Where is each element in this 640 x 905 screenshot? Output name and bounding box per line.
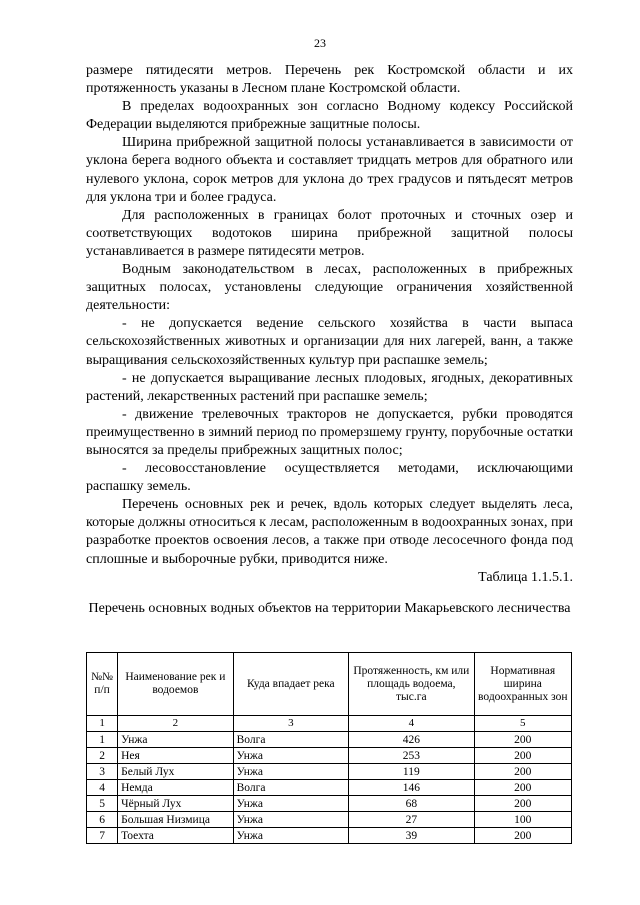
table-row <box>87 828 572 844</box>
bullet-item: - движение трелевочных тракторов не допускается, рубки проводятся преимущественно в зимний период по промерзшему грунту, порубочные остатки выносятся за пределы прибрежных защитных полос; <box>86 406 573 458</box>
cell-name: Нея <box>118 748 233 764</box>
table-title: Перечень основных водных объектов на территории Макарьевского лесничества <box>88 601 571 616</box>
header-name: Наименование рек и водоемов <box>118 653 233 716</box>
cell-flows-into: Волга <box>233 780 348 796</box>
column-number: 2 <box>118 716 233 732</box>
cell-number: 5 <box>87 796 118 812</box>
cell-length: 68 <box>349 796 475 812</box>
page-number: 23 <box>314 36 326 50</box>
table-row <box>87 796 572 812</box>
cell-zone-width: 100 <box>474 812 571 828</box>
cell-flows-into: Волга <box>233 732 348 748</box>
table-row <box>87 780 572 796</box>
paragraph: Перечень основных рек и речек, вдоль которых следует выделять леса, которые должны относиться к лесам, расположенным в водоохранных зонах, при разработке проектов освоения лесов, а также при отводе лесосечного фонда под сплошные и выборочные рубки, приводится ниже. <box>86 497 573 567</box>
table-caption: Таблица 1.1.5.1. <box>478 569 573 585</box>
cell-flows-into: Унжа <box>233 748 348 764</box>
cell-zone-width: 200 <box>474 748 571 764</box>
cell-length: 426 <box>349 732 475 748</box>
body-text <box>86 62 573 587</box>
table-header-row <box>87 653 572 716</box>
header-number: №№ п/п <box>87 653 118 716</box>
column-number-row <box>87 716 572 732</box>
cell-flows-into: Унжа <box>233 828 348 844</box>
paragraph: Ширина прибрежной защитной полосы устанавливается в зависимости от уклона берега водного объекта и составляет тридцать метров для обратного или нулевого уклона, сорок метров для уклона до трех градусов и пятьдесят метров для уклона три и более градуса. <box>86 135 573 205</box>
cell-name: Белый Лух <box>118 764 233 780</box>
cell-zone-width: 200 <box>474 732 571 748</box>
cell-number: 1 <box>87 732 118 748</box>
table-row <box>87 748 572 764</box>
cell-length: 119 <box>349 764 475 780</box>
cell-flows-into: Унжа <box>233 812 348 828</box>
column-number: 5 <box>474 716 571 732</box>
cell-name: Чёрный Лух <box>118 796 233 812</box>
bullet-item: - лесовосстановление осуществляется методами, исключающими распашку земель. <box>86 461 573 495</box>
bullet-item: - не допускается ведение сельского хозяйства в части выпаса сельскохозяйственных животных и организации для них лагерей, ванн, а также выращивания сельскохозяйственных культур при распашке земель; <box>86 316 573 368</box>
table-row <box>87 812 572 828</box>
cell-zone-width: 200 <box>474 764 571 780</box>
cell-zone-width: 200 <box>474 780 571 796</box>
cell-number: 4 <box>87 780 118 796</box>
column-number: 4 <box>349 716 475 732</box>
paragraph: размере пятидесяти метров. Перечень рек Костромской области и их протяженность указаны в Лесном плане Костромской области. <box>86 63 573 97</box>
cell-zone-width: 200 <box>474 828 571 844</box>
header-zone-width: Нормативная ширина водоохранных зон <box>474 653 571 716</box>
water-bodies-table <box>86 652 572 844</box>
paragraph: Для расположенных в границах болот проточных и сточных озер и соответствующих водотоков ширина прибрежной защитной полосы устанавливается в размере пятидесяти метров. <box>86 207 573 259</box>
cell-zone-width: 200 <box>474 796 571 812</box>
cell-name: Унжа <box>118 732 233 748</box>
cell-length: 39 <box>349 828 475 844</box>
cell-number: 6 <box>87 812 118 828</box>
cell-number: 2 <box>87 748 118 764</box>
cell-length: 27 <box>349 812 475 828</box>
cell-flows-into: Унжа <box>233 796 348 812</box>
cell-number: 7 <box>87 828 118 844</box>
header-flows-into: Куда впадает река <box>233 653 348 716</box>
column-number: 3 <box>233 716 348 732</box>
paragraph: Водным законодательством в лесах, расположенных в прибрежных защитных полосах, установлены следующие ограничения хозяйственной деятельности: <box>86 262 573 314</box>
cell-length: 253 <box>349 748 475 764</box>
table-row <box>87 764 572 780</box>
paragraph: В пределах водоохранных зон согласно Водному кодексу Российской Федерации выделяются прибрежные защитные полосы. <box>86 99 573 133</box>
cell-flows-into: Унжа <box>233 764 348 780</box>
cell-number: 3 <box>87 764 118 780</box>
bullet-item: - не допускается выращивание лесных плодовых, ягодных, декоративных растений, лекарственных растений при распашке земель; <box>86 370 573 404</box>
cell-name: Тоехта <box>118 828 233 844</box>
table-row <box>87 732 572 748</box>
header-length: Протяженность, км или площадь водоема, тыс.га <box>349 653 475 716</box>
cell-name: Немда <box>118 780 233 796</box>
column-number: 1 <box>87 716 118 732</box>
cell-length: 146 <box>349 780 475 796</box>
cell-name: Большая Низмица <box>118 812 233 828</box>
